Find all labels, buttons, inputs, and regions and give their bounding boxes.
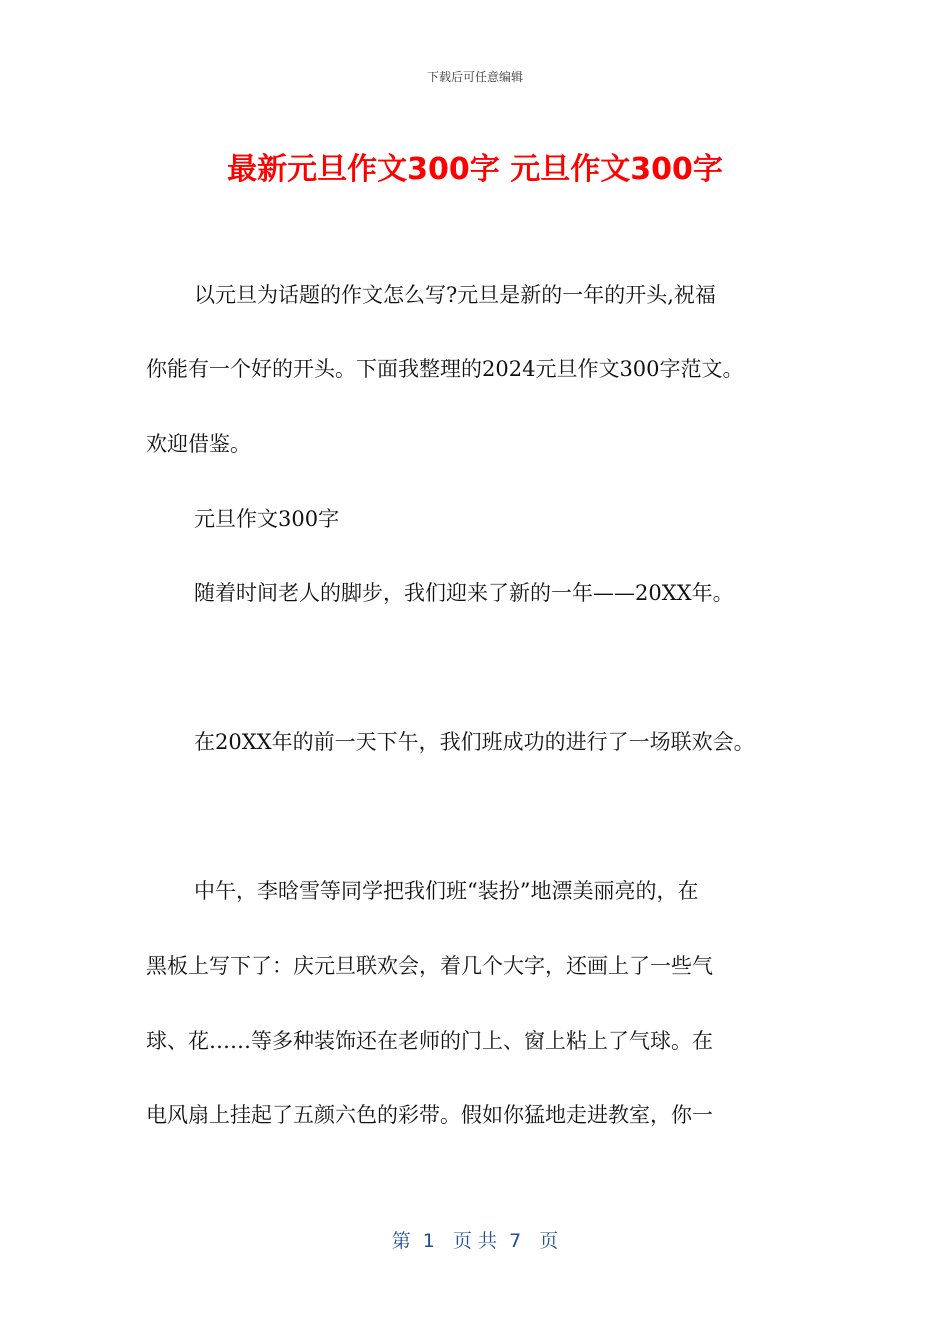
page-number-footer: 第 1 页 共 7 页 (391, 1230, 559, 1252)
paragraph-line: 你能有一个好的开头。下面我整理的2024元旦作文300字范文。 (146, 357, 744, 381)
header-note: 下载后可任意编辑 (426, 70, 523, 84)
section-heading: 元旦作文300字 (194, 507, 340, 531)
paragraph-line: 以元旦为话题的作文怎么写?元旦是新的一年的开头,祝福 (194, 283, 716, 307)
paragraph-line: 随着时间老人的脚步，我们迎来了新的一年——20XX年。 (194, 581, 734, 605)
paragraph-line: 中午，李晗雪等同学把我们班“装扮”地漂美丽亮的，在 (194, 879, 699, 903)
paragraph-line: 电风扇上挂起了五颜六色的彩带。假如你猛地走进教室，你一 (146, 1103, 713, 1127)
paragraph-line: 欢迎借鉴。 (146, 432, 251, 456)
paragraph-line: 在20XX年的前一天下午，我们班成功的进行了一场联欢会。 (194, 730, 755, 754)
document-title: 最新元旦作文300字 元旦作文300字 (227, 152, 723, 187)
paragraph-line: 球、花……等多种装饰还在老师的门上、窗上粘上了气球。在 (146, 1029, 713, 1053)
paragraph-line: 黑板上写下了：庆元旦联欢会，着几个大字，还画上了一些气 (146, 954, 713, 978)
